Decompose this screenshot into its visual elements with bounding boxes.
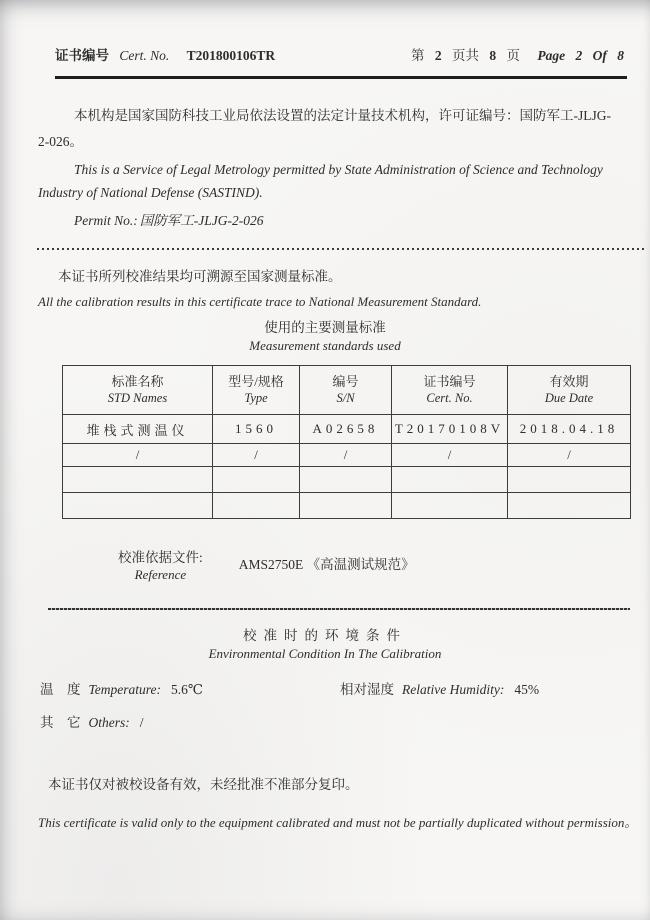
cert-no-value: T201800106TR bbox=[186, 48, 276, 63]
header-divider bbox=[55, 76, 627, 79]
table-cell bbox=[392, 493, 508, 519]
page-total: 8 bbox=[489, 48, 497, 63]
temperature-field bbox=[40, 678, 340, 698]
temperature-label-zh: 温 度 bbox=[40, 682, 81, 697]
table-cell bbox=[63, 467, 213, 493]
column-header-serial bbox=[300, 366, 392, 415]
column-header-zh: 编号 bbox=[332, 374, 359, 389]
page-total-en: 8 bbox=[617, 48, 624, 63]
table-row bbox=[63, 415, 631, 444]
page-current-en: 2 bbox=[575, 48, 583, 63]
column-header-en: S/N bbox=[336, 391, 355, 405]
reference-label bbox=[118, 549, 203, 583]
table-cell: / bbox=[508, 444, 631, 467]
table-cell: A02658 bbox=[300, 415, 392, 444]
table-cell bbox=[63, 493, 213, 519]
table-cell bbox=[508, 493, 631, 519]
environment-title-zh: 校准时的环境条件 bbox=[243, 628, 407, 643]
column-header-en: Due Date bbox=[544, 391, 594, 405]
humidity-label-en: Relative Humidity: bbox=[402, 682, 505, 697]
standards-title-zh: 使用的主要测量标准 bbox=[264, 320, 386, 335]
page-current: 2 bbox=[434, 48, 442, 63]
validity-notice-en: This certificate is valid only to the equipment calibrated and must not be partially duplicated without permission。 bbox=[38, 815, 638, 830]
pagination-zh-suffix: 页 bbox=[506, 48, 520, 63]
table-row bbox=[63, 467, 631, 493]
pagination-en-of-label: Of bbox=[592, 48, 607, 63]
table-cell bbox=[392, 467, 508, 493]
cert-number-block bbox=[55, 44, 275, 64]
dotted-divider bbox=[37, 247, 644, 250]
column-header-zh: 有效期 bbox=[549, 374, 589, 389]
environment-section-title bbox=[0, 627, 650, 663]
permit-label: Permit No.: bbox=[74, 213, 138, 228]
traceability-text-en: All the calibration results in this certificate trace to National Measurement Standard. bbox=[38, 294, 482, 309]
table-cell bbox=[300, 493, 392, 519]
validity-notice-zh: 本证书仅对被校设备有效，未经批准不准部分复印。 bbox=[48, 777, 359, 792]
column-header-due-date bbox=[508, 366, 631, 415]
column-header-std-names bbox=[63, 366, 213, 415]
others-field bbox=[40, 711, 144, 731]
table-cell: / bbox=[392, 444, 508, 467]
humidity-label-zh: 相对湿度 bbox=[340, 682, 394, 697]
table-cell bbox=[213, 467, 300, 493]
column-header-en: Type bbox=[244, 391, 268, 405]
humidity-value: 45% bbox=[514, 682, 540, 697]
table-cell: / bbox=[300, 444, 392, 467]
environment-row-others bbox=[40, 711, 650, 731]
temperature-value: 5.6℃ bbox=[171, 682, 203, 697]
table-cell: 2018.04.18 bbox=[508, 415, 631, 444]
standards-section-title bbox=[0, 319, 650, 355]
table-cell: / bbox=[63, 444, 213, 467]
reference-value: AMS2750E 《高温测试规范》 bbox=[238, 557, 415, 572]
permit-value: 国防军工-JLJG-2-026 bbox=[139, 213, 264, 228]
column-header-zh: 标准名称 bbox=[111, 374, 164, 389]
environment-title-en: Environmental Condition In The Calibration bbox=[208, 646, 442, 661]
reference-label-zh: 校准依据文件: bbox=[118, 550, 203, 565]
table-row bbox=[63, 444, 631, 467]
standards-table bbox=[62, 365, 631, 519]
cert-no-label-en: Cert. No. bbox=[119, 48, 170, 63]
table-row bbox=[63, 493, 631, 519]
pagination-zh-middle: 页共 bbox=[452, 48, 479, 63]
permit-line bbox=[74, 210, 622, 232]
others-label-zh: 其 它 bbox=[40, 715, 81, 730]
table-cell bbox=[213, 493, 300, 519]
environment-row-temperature bbox=[40, 678, 650, 698]
reference-label-en: Reference bbox=[134, 567, 187, 582]
pagination-zh-prefix: 第 bbox=[411, 48, 425, 63]
column-header-en: Cert. No. bbox=[426, 391, 473, 405]
authorization-section bbox=[38, 103, 622, 232]
column-header-type bbox=[213, 366, 300, 415]
standards-title-en: Measurement standards used bbox=[249, 338, 401, 353]
authorization-text-en: This is a Service of Legal Metrology permitted by State Administration of Science and Technology Industry of National Defense (SASTIND). bbox=[38, 162, 603, 200]
others-label-en: Others: bbox=[88, 715, 130, 730]
dashed-divider bbox=[48, 608, 630, 610]
column-header-en: STD Names bbox=[107, 391, 168, 405]
table-cell: 堆栈式测温仪 bbox=[63, 415, 213, 444]
table-cell bbox=[300, 467, 392, 493]
cert-no-label-zh: 证书编号 bbox=[55, 48, 109, 63]
table-cell bbox=[508, 467, 631, 493]
standards-table-header-row bbox=[63, 366, 631, 415]
temperature-label-en: Temperature: bbox=[88, 682, 161, 697]
others-value: / bbox=[139, 715, 144, 730]
authorization-text-zh: 本机构是国家国防科技工业局依法设置的法定计量技术机构，许可证编号：国防军工-JLJG-2-026。 bbox=[38, 108, 611, 149]
reference-section bbox=[118, 549, 650, 583]
table-cell: 1560 bbox=[213, 415, 300, 444]
page-header bbox=[0, 0, 650, 64]
table-cell: / bbox=[213, 444, 300, 467]
humidity-field bbox=[340, 678, 539, 698]
traceability-text-zh: 本证书所列校准结果均可溯源至国家测量标准。 bbox=[58, 269, 342, 284]
pagination-en-page-label: Page bbox=[537, 48, 566, 63]
column-header-cert-no bbox=[392, 366, 508, 415]
column-header-zh: 证书编号 bbox=[423, 374, 476, 389]
table-cell: T20170108V bbox=[392, 415, 508, 444]
pagination-block bbox=[411, 44, 624, 64]
column-header-zh: 型号/规格 bbox=[228, 374, 284, 389]
